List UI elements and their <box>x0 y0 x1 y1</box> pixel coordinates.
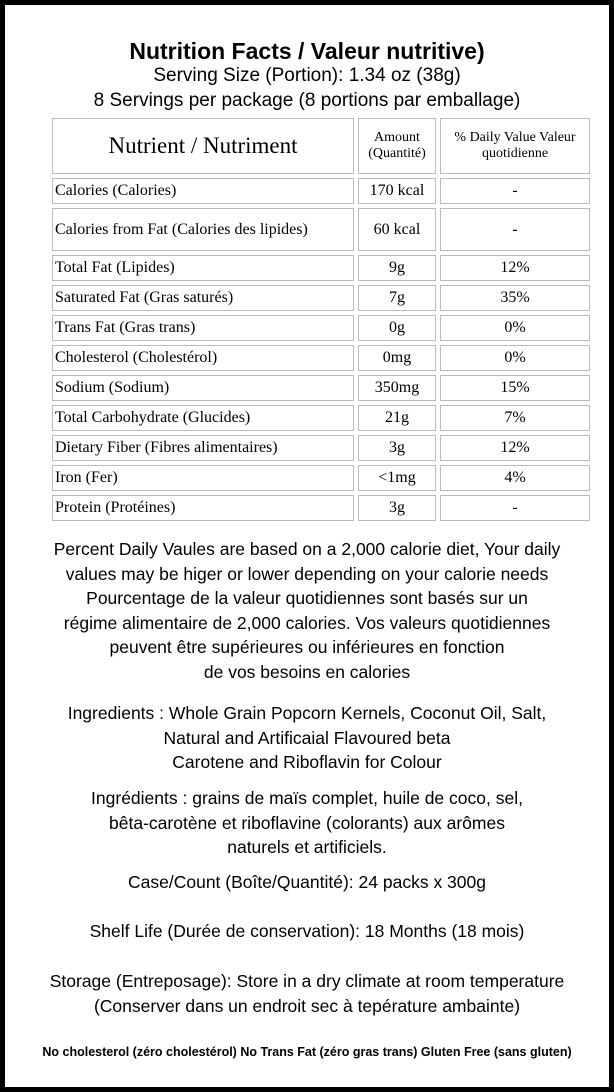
disclaimer <box>5 537 609 685</box>
text-line: Ingrédients : grains de maïs complet, huile de coco, sel, <box>91 788 523 808</box>
table-row <box>52 465 590 491</box>
nutrient-name: Calories (Calories) <box>52 178 354 204</box>
daily-value: 12% <box>440 255 590 281</box>
case-count: Case/Count (Boîte/Quantité): 24 packs x 300g <box>128 872 486 892</box>
amount-value: 21g <box>358 405 436 431</box>
daily-value: 4% <box>440 465 590 491</box>
daily-value: 0% <box>440 315 590 341</box>
storage <box>5 969 609 1018</box>
text-line: Carotene and Riboflavin for Colour <box>172 752 442 773</box>
header-nutrient: Nutrient / Nutriment <box>52 118 354 174</box>
label-title: Nutrition Facts / Valeur nutritive) <box>129 38 485 64</box>
nutrient-name: Dietary Fiber (Fibres alimentaires) <box>52 435 354 461</box>
nutrient-name: Iron (Fer) <box>52 465 354 491</box>
table-header <box>52 118 590 174</box>
table-row <box>52 405 590 431</box>
amount-value: 0mg <box>358 345 436 371</box>
amount-value: 0g <box>358 315 436 341</box>
nutrient-name: Sodium (Sodium) <box>52 375 354 401</box>
text-line: peuvent être supérieures ou inférieures en fonction <box>109 637 505 658</box>
table-row <box>52 315 590 341</box>
nutrient-name: Trans Fat (Gras trans) <box>52 315 354 341</box>
amount-value: 170 kcal <box>358 178 436 204</box>
amount-value: 350mg <box>358 375 436 401</box>
table-row <box>52 435 590 461</box>
text-line: Ingredients : Whole Grain Popcorn Kernels, Coconut Oil, Salt, <box>67 703 547 723</box>
header-daily-value: % Daily Value Valeur quotidienne <box>440 118 590 174</box>
header-amount: Amount (Quantité) <box>358 118 436 174</box>
amount-value: 3g <box>358 435 436 461</box>
table-row <box>52 375 590 401</box>
daily-value: - <box>440 208 590 251</box>
amount-value: <1mg <box>358 465 436 491</box>
nutrient-name: Total Carbohydrate (Glucides) <box>52 405 354 431</box>
shelf-life: Shelf Life (Durée de conservation): 18 Months (18 mois) <box>89 921 525 941</box>
table-row <box>52 255 590 281</box>
table-row <box>52 345 590 371</box>
text-line: régime alimentaire de 2,000 calories. Vos valeurs quotidiennes <box>63 612 551 633</box>
serving-size: Serving Size (Portion): 1.34 oz (38g) <box>153 65 461 86</box>
amount-value: 3g <box>358 495 436 521</box>
nutrient-name: Total Fat (Lipides) <box>52 255 354 281</box>
table-row <box>52 178 590 204</box>
daily-value: - <box>440 178 590 204</box>
nutrient-name: Protein (Protéines) <box>52 495 354 521</box>
nutrient-name: Cholesterol (Cholestérol) <box>52 345 354 371</box>
text-line: Natural and Artificaial Flavoured beta <box>163 727 451 748</box>
table-row <box>52 208 590 251</box>
ingredients-fr <box>5 786 609 860</box>
text-line: values may be higer or lower depending on your calorie needs <box>65 563 549 584</box>
nutrient-name: Calories from Fat (Calories des lipides) <box>52 208 354 251</box>
daily-value: 7% <box>440 405 590 431</box>
servings-per-package: 8 Servings per package (8 portions par emballage) <box>93 90 521 111</box>
text-line: Pourcentage de la valeur quotidiennes sont basés sur un <box>86 588 528 609</box>
text-line: (Conserver dans un endroit sec à tepérature ambainte) <box>93 995 521 1016</box>
daily-value: 0% <box>440 345 590 371</box>
table-row <box>52 285 590 311</box>
daily-value: 15% <box>440 375 590 401</box>
text-line: de vos besoins en calories <box>203 661 411 682</box>
amount-value: 9g <box>358 255 436 281</box>
nutrient-name: Saturated Fat (Gras saturés) <box>52 285 354 311</box>
text-line: Percent Daily Vaules are based on a 2,000 calorie diet, Your daily <box>53 539 561 559</box>
nutrition-label <box>5 5 609 1087</box>
nutrition-table <box>48 114 594 525</box>
daily-value: - <box>440 495 590 521</box>
daily-value: 12% <box>440 435 590 461</box>
footer-claims: No cholesterol (zéro cholestérol) No Trans Fat (zéro gras trans) Gluten Free (sans gluten) <box>42 1045 572 1059</box>
daily-value: 35% <box>440 285 590 311</box>
text-line: Storage (Entreposage): Store in a dry climate at room temperature <box>49 971 565 991</box>
amount-value: 60 kcal <box>358 208 436 251</box>
amount-value: 7g <box>358 285 436 311</box>
table-row <box>52 495 590 521</box>
text-line: naturels et artificiels. <box>227 837 387 858</box>
ingredients-en <box>5 701 609 775</box>
text-line: bêta-carotène et riboflavine (colorants) aux arômes <box>109 812 505 833</box>
